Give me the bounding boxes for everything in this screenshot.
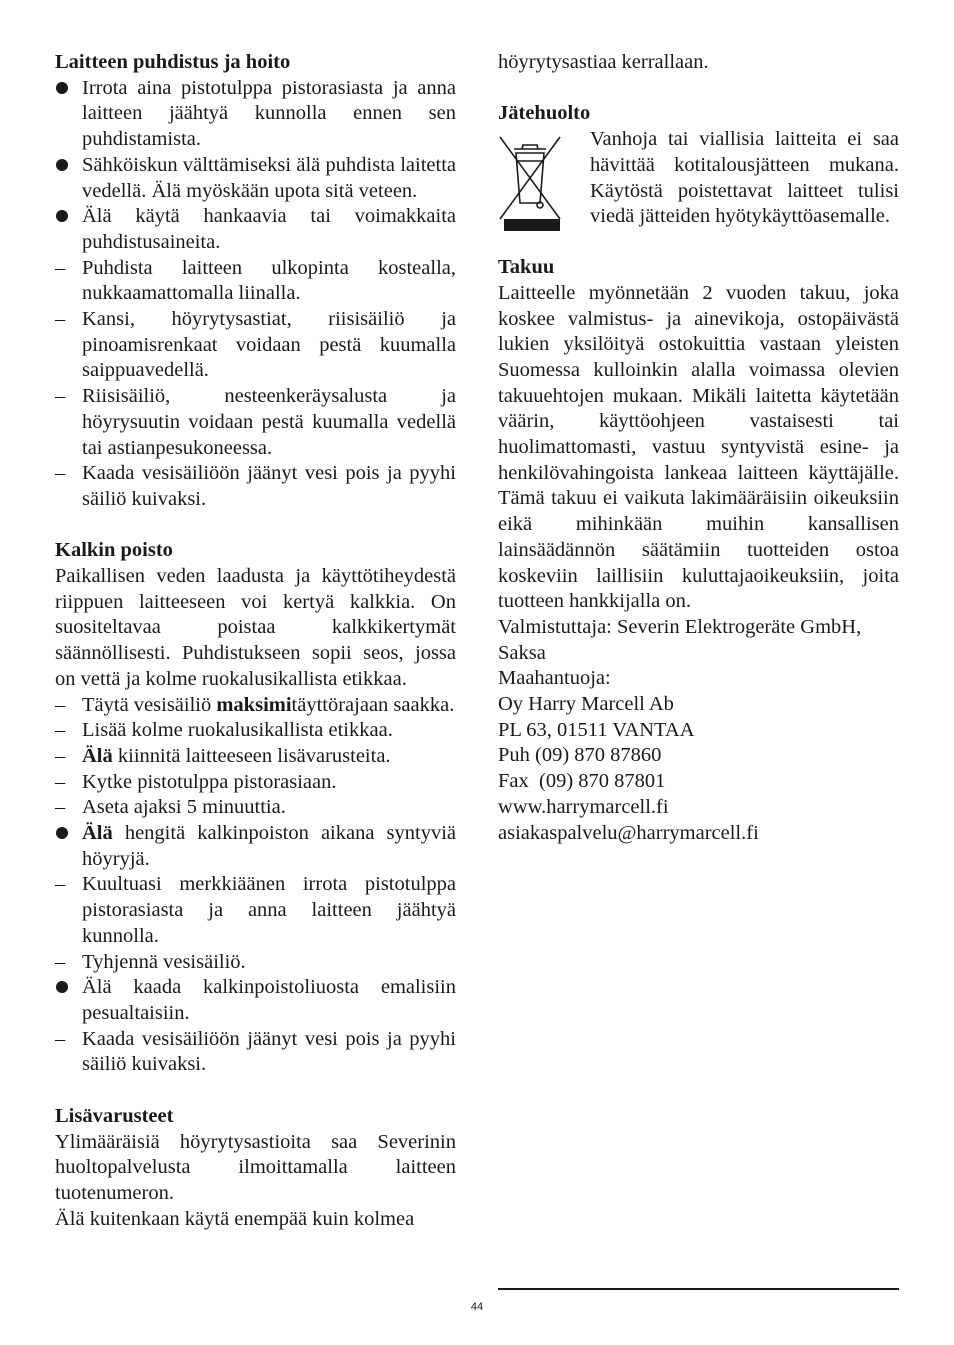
list-item: Irrota aina pistotulppa pistorasiasta ja anna laitteen jäähtyä kunnolla ennen sen puhdistamista. (82, 76, 456, 151)
footer-rule (498, 1288, 899, 1290)
list-item: Täytä vesisäiliö maksimitäyttörajaan saakka. (82, 693, 455, 716)
importer-website: www.harrymarcell.fi (498, 795, 669, 818)
warranty-text: Laitteelle myönnetään 2 vuoden takuu, joka koskee valmistus- ja ainevikoja, ostopäivästä lukien yksilöityä ostokuittia vastaan yleisten Suomessa kulloinkin alalla voimassa olevien takuuehtojen mukaan. Mikäli laitetta käytetään väärin, käyttöohjeen vastaisesti tai huolimattomasti, vastuu syntyvistä esine- ja henkilövahingoista lankeaa laitteen käyttäjälle. Tämä takuu ei vaikuta lakimääräisiin oikeuksiin eikä mihinkään muihin kansallisen lainsäädännön säätämiin tuotteiden ostoa koskeviin laillisiin kuluttajaoikeuksiin, joita tuotteen hankkijalla on. (498, 281, 899, 613)
accessories-text-continued: Älä kuitenkaan käytä enempää kuin kolmea (55, 1207, 415, 1230)
importer-address: PL 63, 01511 VANTAA (498, 718, 695, 741)
descaling-heading: Kalkin poisto (55, 539, 173, 562)
importer-email: asiakaspalvelu@harrymarcell.fi (498, 821, 759, 844)
list-item: Kaada vesisäiliöön jäänyt vesi pois ja pyyhi säiliö kuivaksi. (82, 1027, 456, 1076)
list-item: Kuultuasi merkkiäänen irrota pistotulppa pistorasiasta ja anna laitteen jäähtyä kunnolla. (82, 873, 456, 947)
warranty-heading: Takuu (498, 256, 555, 279)
list-item: Kaada vesisäiliöön jäänyt vesi pois ja pyyhi säiliö kuivaksi. (82, 462, 456, 510)
list-item: Älä kaada kalkinpoistoliuosta emalisiin pesualtaisiin. (82, 976, 456, 1024)
list-item: Kansi, höyrytysastiat, riisisäiliö ja pinoamisrenkaat voidaan pestä kuumalla saippuavedellä. (82, 308, 456, 382)
manufacturer: Valmistuttaja: Severin Elektrogeräte GmbH, Saksa (498, 615, 862, 664)
list-item: Aseta ajaksi 5 minuuttia. (82, 796, 286, 819)
descaling-intro: Paikallisen veden laadusta ja käyttötiheydestä riippuen laitteeseen voi kertyä kalkkia. On suositeltavaa poistaa kalkkikertymät säännöllisesti. Puhdistukseen sopii seos, jossa on vettä ja kolme ruokalusikallista etikkaa. (55, 565, 456, 690)
list-item: Lisää kolme ruokalusikallista etikkaa. (82, 719, 393, 742)
list-item: Älä hengitä kalkinpoiston aikana syntyviä höyryjä. (82, 822, 456, 870)
descaling-list (55, 693, 456, 1079)
page-number: 44 (470, 1301, 484, 1313)
list-item: Sähköiskun välttämiseksi älä puhdista laitetta vedellä. Älä myöskään upota sitä veteen. (82, 153, 456, 202)
list-item: Tyhjennä vesisäiliö. (82, 950, 246, 973)
disposal-heading: Jätehuolto (498, 102, 591, 125)
list-item: Puhdista laitteen ulkopinta kostealla, nukkaamattomalla liinalla. (82, 256, 456, 305)
left-column (55, 50, 456, 1232)
importer-name: Oy Harry Marcell Ab (498, 693, 674, 716)
importer-label: Maahantuoja: (498, 667, 611, 690)
right-column (498, 50, 899, 846)
importer-fax: Fax (09) 870 87801 (498, 770, 666, 793)
list-item: Älä kiinnitä laitteeseen lisävarusteita. (82, 744, 391, 767)
list-item: Älä käytä hankaavia tai voimakkaita puhdistusaineita. (82, 205, 456, 253)
importer-phone: Puh (09) 870 87860 (498, 744, 662, 767)
accessories-heading: Lisävarusteet (55, 1104, 174, 1127)
continuation-text: höyrytysastiaa kerrallaan. (498, 51, 709, 73)
disposal-block (498, 127, 899, 255)
cleaning-list (55, 76, 456, 513)
cleaning-heading: Laitteen puhdistus ja hoito (55, 51, 291, 73)
list-item: Kytke pistotulppa pistorasiaan. (82, 770, 337, 793)
accessories-text: Ylimääräisiä höyrytysastioita saa Severinin huoltopalvelusta ilmoittamalla laitteen tuotenumeron. (55, 1130, 456, 1204)
disposal-text: Vanhoja tai viallisia laitteita ei saa hävittää kotitalousjätteen mukana. Käytöstä poistettavat laitteet tulisi viedä jätteiden hyötykäyttöasemalle. (590, 128, 899, 228)
list-item: Riisisäiliö, nesteenkeräysalusta ja höyrysuutin voidaan pestä kuumalla vedellä tai astianpesukoneessa. (82, 385, 456, 459)
crossed-out-wheelie-bin-icon (498, 127, 590, 255)
